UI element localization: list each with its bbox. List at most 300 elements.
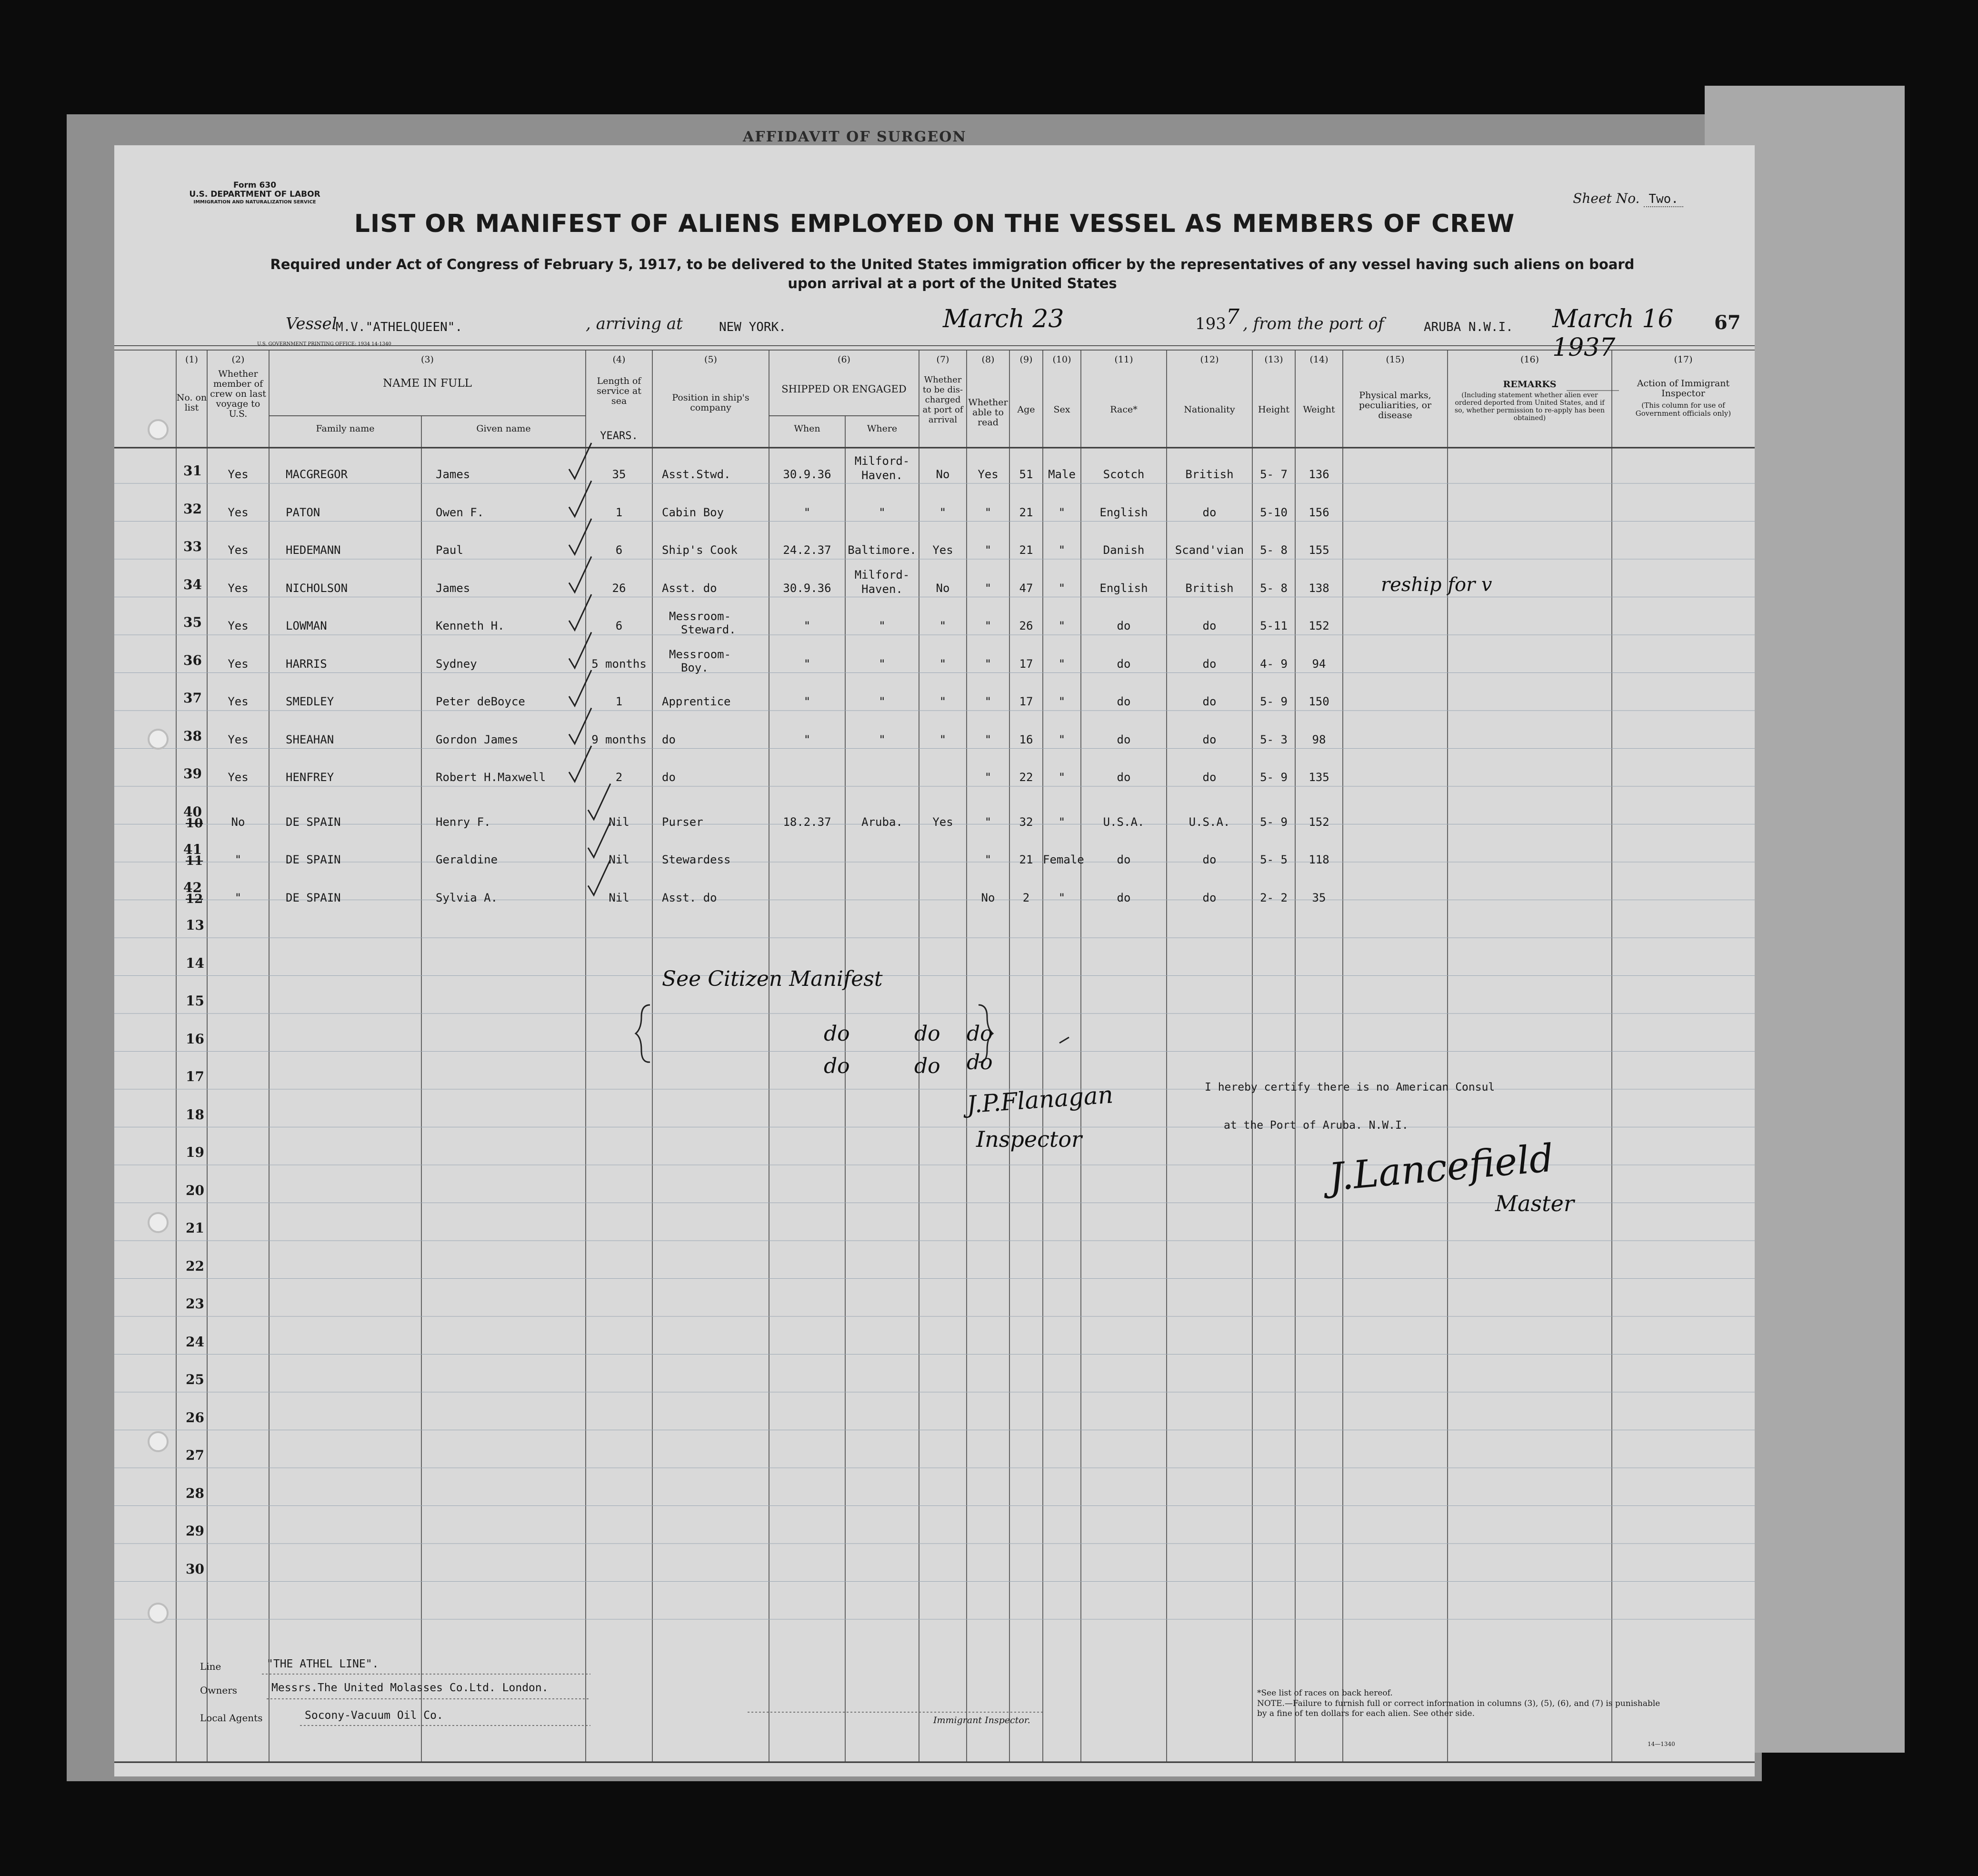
do-mark-6: do — [967, 1050, 993, 1074]
col-4-number: (4) — [612, 354, 626, 365]
position-cell: Purser — [662, 815, 703, 829]
member-cell: Yes — [228, 505, 249, 519]
col-nationality: Nationality — [1184, 404, 1235, 415]
discharged-cell: Yes — [932, 543, 953, 557]
where-cell: " — [879, 505, 886, 519]
nationality-cell: British — [1185, 581, 1234, 595]
height-cell: 5- 3 — [1260, 732, 1288, 746]
weight-cell: 155 — [1309, 543, 1329, 557]
sex-cell: " — [1058, 891, 1066, 904]
row-number: 41 — [183, 842, 202, 857]
blank-row-number: 14 — [186, 955, 204, 971]
blank-row-number: 24 — [186, 1334, 204, 1350]
row-old-number: 10 — [186, 816, 203, 831]
col-physical-marks: Physical marks, peculiarities, or disease — [1359, 390, 1432, 421]
given-name-cell: Sylvia A. — [436, 891, 498, 904]
position-cell: Cabin Boy — [662, 505, 724, 519]
row-number: 36 — [183, 652, 202, 668]
col-no-on-list: No. on list — [176, 392, 207, 413]
when-cell: " — [803, 505, 811, 519]
age-cell: 26 — [1019, 619, 1033, 632]
read-cell: Yes — [978, 468, 999, 481]
departure-date: March 16 1937 — [1552, 305, 1674, 362]
col-name-in-full: NAME IN FULL — [383, 377, 472, 390]
weight-cell: 35 — [1312, 891, 1326, 904]
weight-cell: 138 — [1309, 581, 1329, 595]
position-cell-2: Boy. — [681, 661, 709, 674]
page-subtitle: Required under Act of Congress of February 5, 1917, to be delivered to the United States immigration officer by the representatives of any vessel having such aliens on board upon arrival at a port of the United States — [270, 256, 1635, 291]
when-cell: 30.9.36 — [783, 468, 831, 481]
blank-row-number: 15 — [186, 993, 204, 1009]
position-cell: Asst. do — [662, 891, 717, 904]
position-cell: Stewardess — [662, 853, 731, 866]
height-cell: 5- 8 — [1260, 543, 1288, 557]
when-cell: " — [803, 732, 811, 746]
row-number: 33 — [183, 539, 202, 554]
service-cell: 35 — [612, 468, 626, 481]
certification-line-1: I hereby certify there is no American Consul — [1205, 1081, 1495, 1093]
discharged-cell: " — [939, 505, 947, 519]
weight-cell: 152 — [1309, 815, 1329, 829]
race-cell: English — [1099, 505, 1148, 519]
read-cell: " — [984, 732, 992, 746]
col-given-name: Given name — [476, 423, 531, 434]
blank-row-number: 18 — [186, 1106, 204, 1123]
family-name-cell: MACGREGOR — [286, 468, 348, 481]
col-8-number: (8) — [981, 354, 995, 365]
member-cell: Yes — [228, 581, 249, 595]
family-name-cell: HARRIS — [286, 657, 327, 671]
do-mark-1: do — [824, 1022, 850, 1046]
height-cell: 5- 9 — [1260, 771, 1288, 784]
binder-hole — [148, 419, 169, 440]
where-cell: Milford- — [854, 568, 910, 582]
nationality-cell: do — [1202, 853, 1217, 866]
sex-cell: " — [1058, 581, 1066, 595]
master-signature: J.Lancefield — [1327, 1135, 1556, 1200]
row-number: 37 — [183, 690, 202, 706]
binder-hole — [148, 1603, 169, 1624]
age-cell: 16 — [1019, 732, 1033, 746]
blank-row-number: 28 — [186, 1485, 204, 1501]
col-family-name: Family name — [316, 423, 375, 434]
print-code: U.S. GOVERNMENT PRINTING OFFICE: 1934 14-1340 — [257, 341, 391, 347]
read-cell: " — [984, 657, 992, 671]
race-cell: English — [1099, 581, 1148, 595]
discharged-cell: " — [939, 619, 947, 632]
page-title: LIST OR MANIFEST OF ALIENS EMPLOYED ON THE VESSEL AS MEMBERS OF CREW — [354, 210, 1515, 238]
sex-cell: " — [1058, 619, 1066, 632]
sex-cell: " — [1058, 771, 1066, 784]
family-name-cell: SHEAHAN — [286, 732, 334, 746]
height-cell: 2- 2 — [1260, 891, 1288, 904]
where-cell: " — [879, 657, 886, 671]
year-prefix: 193 — [1195, 314, 1226, 333]
height-cell: 5- 8 — [1260, 581, 1288, 595]
race-cell: do — [1117, 695, 1131, 708]
read-cell: " — [984, 581, 992, 595]
inspector-signature: J.P.Flanagan — [966, 1081, 1114, 1119]
owners-value: Messrs.The United Molasses Co.Ltd. London. — [271, 1682, 549, 1694]
master-title: Master — [1495, 1191, 1574, 1216]
position-cell: Messroom- — [669, 610, 731, 623]
from-port: ARUBA N.W.I. — [1424, 320, 1513, 334]
agents-value: Socony-Vacuum Oil Co. — [305, 1709, 443, 1722]
service-cell: 6 — [615, 543, 623, 557]
given-name-cell: James — [436, 468, 470, 481]
discharged-cell: Yes — [932, 815, 953, 829]
given-name-cell: Sydney — [436, 657, 477, 671]
weight-cell: 156 — [1309, 505, 1329, 519]
row-number: 42 — [183, 879, 202, 895]
where-cell-2: Haven. — [861, 469, 903, 482]
manifest-page — [114, 145, 1755, 1776]
age-cell: 2 — [1022, 891, 1030, 904]
race-cell: Scotch — [1103, 468, 1145, 481]
sex-cell: Female — [1043, 853, 1084, 866]
blank-row-number: 19 — [186, 1144, 204, 1160]
height-cell: 5-10 — [1260, 505, 1288, 519]
member-cell: Yes — [228, 468, 249, 481]
given-name-cell: Peter deBoyce — [436, 695, 525, 708]
races-note: *See list of races on back hereof. — [1257, 1688, 1393, 1698]
col-17-number: (17) — [1674, 354, 1693, 365]
sex-cell: " — [1058, 505, 1066, 519]
row-old-number: 11 — [186, 854, 203, 868]
given-name-cell: Gordon James — [436, 732, 519, 746]
blank-row-number: 23 — [186, 1296, 204, 1312]
discharged-cell: " — [939, 657, 947, 671]
col-race: Race* — [1110, 404, 1138, 415]
where-cell: " — [879, 695, 886, 708]
row-number: 32 — [183, 501, 202, 517]
nationality-cell: do — [1202, 771, 1217, 784]
race-cell: Danish — [1103, 543, 1145, 557]
race-cell: do — [1117, 732, 1131, 746]
back-sheet-title: AFFIDAVIT OF SURGEON — [743, 129, 967, 145]
read-cell: " — [984, 771, 992, 784]
remark-row-33: reship for v — [1381, 574, 1492, 596]
height-cell: 5- 5 — [1260, 853, 1288, 866]
read-cell: " — [984, 815, 992, 829]
blank-row-number: 20 — [186, 1182, 204, 1198]
do-mark-2: do — [914, 1022, 940, 1046]
do-mark-4: do — [824, 1054, 850, 1078]
discharged-cell: " — [939, 732, 947, 746]
when-cell: 30.9.36 — [783, 581, 831, 595]
col-9-number: (9) — [1019, 354, 1033, 365]
age-cell: 22 — [1019, 771, 1033, 784]
blank-row-number: 16 — [186, 1031, 204, 1047]
position-cell: Messroom- — [669, 647, 731, 661]
height-cell: 5- 7 — [1260, 468, 1288, 481]
member-cell: Yes — [228, 695, 249, 708]
col-12-number: (12) — [1200, 354, 1219, 365]
col-sex: Sex — [1053, 404, 1070, 415]
col-discharged: Whether to be dis-charged at port of arrival — [922, 375, 963, 425]
citizen-manifest-note: See Citizen Manifest — [662, 967, 883, 991]
col-position: Position in ship's company — [672, 392, 749, 413]
sex-cell: " — [1058, 543, 1066, 557]
row-number: 34 — [183, 576, 202, 592]
service-cell: 2 — [615, 771, 623, 784]
member-cell: Yes — [228, 657, 249, 671]
age-cell: 47 — [1019, 581, 1033, 595]
sex-cell: " — [1058, 815, 1066, 829]
race-cell: U.S.A. — [1103, 815, 1145, 829]
blank-row-number: 26 — [186, 1409, 204, 1425]
family-name-cell: DE SPAIN — [286, 815, 341, 829]
read-cell: " — [984, 505, 992, 519]
binder-hole — [148, 1212, 169, 1233]
position-cell: do — [662, 732, 676, 746]
service-cell: 5 months — [591, 657, 647, 671]
race-cell: do — [1117, 771, 1131, 784]
given-name-cell: Geraldine — [436, 853, 498, 866]
line-label: Line — [200, 1661, 221, 1672]
nationality-cell: do — [1202, 695, 1217, 708]
race-cell: do — [1117, 619, 1131, 632]
given-name-cell: Owen F. — [436, 505, 484, 519]
weight-cell: 118 — [1309, 853, 1329, 866]
service-cell: Nil — [609, 853, 629, 866]
height-cell: 5- 9 — [1260, 815, 1288, 829]
inspector-title: Inspector — [976, 1126, 1082, 1152]
col-when: When — [794, 423, 820, 434]
from-label: , from the port of — [1243, 314, 1384, 333]
penalty-note: NOTE.—Failure to furnish full or correct information in columns (3), (5), (6), and (7) is punishable by a fine of ten dollars for each alien. See other side. — [1257, 1699, 1660, 1718]
nationality-cell: do — [1202, 619, 1217, 632]
member-cell: No — [231, 815, 245, 829]
sex-cell: " — [1058, 657, 1066, 671]
nationality-cell: Scand'vian — [1175, 543, 1244, 557]
row-number: 35 — [183, 614, 202, 630]
col-11-number: (11) — [1114, 354, 1133, 365]
member-cell: Yes — [228, 619, 249, 632]
col-length-of-service: Length of service at sea — [597, 376, 641, 406]
service-cell: 1 — [615, 695, 623, 708]
service-cell: Nil — [609, 891, 629, 904]
blank-row-number: 22 — [186, 1258, 204, 1274]
position-cell: Apprentice — [662, 695, 731, 708]
agents-label: Local Agents — [200, 1712, 263, 1724]
family-name-cell: DE SPAIN — [286, 853, 341, 866]
weight-cell: 135 — [1309, 771, 1329, 784]
sex-cell: " — [1058, 732, 1066, 746]
blank-row-number: 30 — [186, 1561, 204, 1577]
where-cell-2: Haven. — [861, 582, 903, 596]
inspector-label: Immigrant Inspector. — [933, 1715, 1030, 1726]
family-name-cell: PATON — [286, 505, 320, 519]
given-name-cell: Kenneth H. — [436, 619, 505, 632]
discharged-cell: No — [936, 468, 950, 481]
height-cell: 5- 9 — [1260, 695, 1288, 708]
row-number: 39 — [183, 766, 202, 782]
weight-cell: 150 — [1309, 695, 1329, 708]
page-number: 67 — [1714, 311, 1741, 334]
binder-hole — [148, 1431, 169, 1452]
nationality-cell: do — [1202, 732, 1217, 746]
do-mark-5: do — [914, 1054, 940, 1078]
where-cell: Milford- — [854, 454, 910, 468]
height-cell: 4- 9 — [1260, 657, 1288, 671]
col-7-number: (7) — [936, 354, 949, 365]
weight-cell: 98 — [1312, 732, 1326, 746]
blank-row-number: 17 — [186, 1069, 204, 1084]
col-5-number: (5) — [704, 354, 717, 365]
height-cell: 5-11 — [1260, 619, 1288, 632]
col-height: Height — [1258, 404, 1289, 415]
certification-line-2: at the Port of Aruba. N.W.I. — [1224, 1119, 1409, 1132]
col-16-number: (16) — [1520, 354, 1539, 365]
sheet-label: Sheet No. — [1573, 191, 1640, 206]
given-name-cell: James — [436, 581, 470, 595]
col-remarks: REMARKS — [1503, 379, 1557, 390]
col-2-number: (2) — [231, 354, 245, 365]
member-cell: " — [234, 853, 242, 866]
age-cell: 21 — [1019, 543, 1033, 557]
owners-label: Owners — [200, 1685, 238, 1696]
family-name-cell: DE SPAIN — [286, 891, 341, 904]
col-action: Action of Immigrant Inspector — [1637, 378, 1730, 399]
position-cell-2: Steward. — [681, 623, 736, 636]
when-cell: " — [803, 695, 811, 708]
sex-cell: Male — [1048, 468, 1076, 481]
position-cell: Ship's Cook — [662, 543, 738, 557]
col-weight: Weight — [1303, 404, 1335, 415]
blank-row-number: 21 — [186, 1220, 204, 1236]
col-14-number: (14) — [1309, 354, 1329, 365]
nationality-cell: do — [1202, 891, 1217, 904]
col-whether-member: Whether member of crew on last voyage to U.S. — [210, 369, 266, 419]
read-cell: " — [984, 853, 992, 866]
race-cell: do — [1117, 891, 1131, 904]
discharged-cell: " — [939, 695, 947, 708]
read-cell: " — [984, 619, 992, 632]
position-cell: do — [662, 771, 676, 784]
where-cell: Aruba. — [861, 815, 903, 829]
sex-cell: " — [1058, 695, 1066, 708]
family-name-cell: HENFREY — [286, 771, 334, 784]
arriving-label: , arriving at — [586, 314, 683, 333]
weight-cell: 136 — [1309, 468, 1329, 481]
footer-rules — [114, 145, 1755, 1774]
vessel-name: M.V."ATHELQUEEN". — [336, 320, 463, 334]
col-shipped-or-engaged: SHIPPED OR ENGAGED — [781, 383, 907, 395]
department: U.S. DEPARTMENT OF LABOR — [189, 190, 320, 199]
member-cell: " — [234, 891, 242, 904]
when-cell: " — [803, 657, 811, 671]
race-cell: do — [1117, 657, 1131, 671]
family-name-cell: SMEDLEY — [286, 695, 334, 708]
age-cell: 17 — [1019, 695, 1033, 708]
position-cell: Asst.Stwd. — [662, 468, 731, 481]
read-cell: No — [981, 891, 995, 904]
row-number: 38 — [183, 728, 202, 744]
service-cell: 9 months — [591, 732, 647, 746]
service-cell: 26 — [612, 581, 626, 595]
blank-row-number: 13 — [186, 917, 204, 933]
col-age: Age — [1017, 404, 1035, 415]
line-value: "THE ATHEL LINE". — [267, 1658, 379, 1670]
age-cell: 32 — [1019, 815, 1033, 829]
when-cell: 24.2.37 — [783, 543, 831, 557]
col-able-to-read: Whether able to read — [968, 397, 1008, 428]
where-cell: " — [879, 732, 886, 746]
col-15-number: (15) — [1386, 354, 1405, 365]
blank-row-number: 25 — [186, 1372, 204, 1387]
given-name-cell: Paul — [436, 543, 463, 557]
col-13-number: (13) — [1264, 354, 1283, 365]
read-cell: " — [984, 543, 992, 557]
where-cell: Baltimore. — [848, 543, 917, 557]
row-number: 40 — [183, 803, 202, 820]
given-name-cell: Henry F. — [436, 815, 491, 829]
when-cell: 18.2.37 — [783, 815, 831, 829]
form-code: 14—1340 — [1648, 1741, 1675, 1747]
member-cell: Yes — [228, 732, 249, 746]
row-old-number: 12 — [186, 892, 203, 906]
arriving-port: NEW YORK. — [719, 320, 786, 334]
arrival-date: March 23 — [943, 305, 1064, 333]
nationality-cell: British — [1185, 468, 1234, 481]
nationality-cell: do — [1202, 657, 1217, 671]
col-3-number: (3) — [421, 354, 434, 365]
when-cell: " — [803, 619, 811, 632]
nationality-cell: U.S.A. — [1189, 815, 1230, 829]
race-cell: do — [1117, 853, 1131, 866]
col-action-note: (This column for use of Government officials only) — [1635, 401, 1731, 418]
col-years: YEARS. — [600, 430, 638, 442]
sheet-value: Two. — [1644, 192, 1683, 207]
col-10-number: (10) — [1052, 354, 1071, 365]
col-1-number: (1) — [185, 354, 198, 365]
service: IMMIGRATION AND NATURALIZATION SERVICE — [193, 200, 316, 205]
form-number: Form 630 — [233, 181, 277, 190]
blank-row-number: 27 — [186, 1447, 204, 1463]
position-cell: Asst. do — [662, 581, 717, 595]
blank-row-number: 29 — [186, 1523, 204, 1539]
weight-cell: 152 — [1309, 619, 1329, 632]
col-where: Where — [867, 423, 898, 434]
service-cell: Nil — [609, 815, 629, 829]
family-name-cell: HEDEMANN — [286, 543, 341, 557]
col-6-number: (6) — [838, 354, 850, 365]
age-cell: 21 — [1019, 505, 1033, 519]
age-cell: 21 — [1019, 853, 1033, 866]
member-cell: Yes — [228, 771, 249, 784]
age-cell: 51 — [1019, 468, 1033, 481]
year-suffix: 7 — [1226, 305, 1239, 329]
vessel-label: Vessel — [286, 314, 337, 333]
nationality-cell: do — [1202, 505, 1217, 519]
row-number: 31 — [183, 463, 202, 479]
service-cell: 6 — [615, 619, 623, 632]
discharged-cell: No — [936, 581, 950, 595]
age-cell: 17 — [1019, 657, 1033, 671]
family-name-cell: NICHOLSON — [286, 581, 348, 595]
where-cell: " — [879, 619, 886, 632]
binder-hole — [148, 729, 169, 750]
family-name-cell: LOWMAN — [286, 619, 327, 632]
member-cell: Yes — [228, 543, 249, 557]
do-mark-3: do — [967, 1022, 993, 1046]
col-remarks-note: (Including statement whether alien ever ordered deported from United States, and if so, whether permission to re-apply has been obtained) — [1454, 391, 1605, 422]
service-cell: 1 — [615, 505, 623, 519]
given-name-cell: Robert H.Maxwell — [436, 771, 546, 784]
weight-cell: 94 — [1312, 657, 1326, 671]
read-cell: " — [984, 695, 992, 708]
